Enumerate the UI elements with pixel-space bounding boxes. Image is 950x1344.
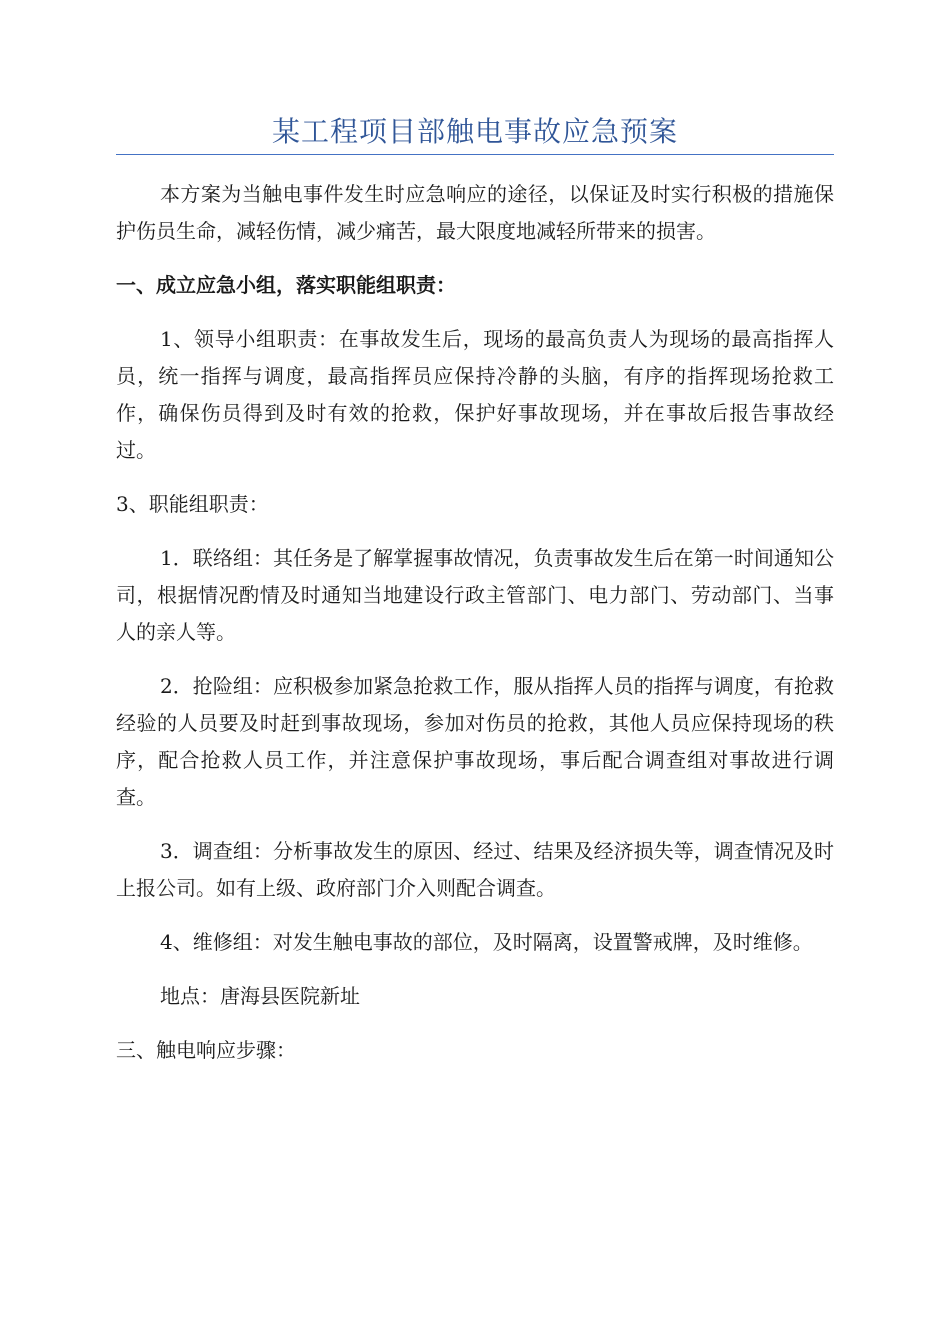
rescue-group-paragraph: 2．抢险组：应积极参加紧急抢救工作，服从指挥人员的指挥与调度，有抢救经验的人员要及时赶到事故现场，参加对伤员的抢救，其他人员应保持现场的秩序，配合抢救人员工作，并注意保护事故现场，事后配合调查组对事故进行调查。 [116, 674, 834, 809]
repair-group-paragraph: 4、维修组：对发生触电事故的部位，及时隔离，设置警戒牌，及时维修。 [160, 930, 813, 954]
intro-paragraph: 本方案为当触电事件发生时应急响应的途径，以保证及时实行积极的措施保护伤员生命，减轻伤情，减少痛苦，最大限度地减轻所带来的损害。 [116, 182, 834, 243]
investigation-group-paragraph: 3．调查组：分析事故发生的原因、经过、结果及经济损失等，调查情况及时上报公司。如有上级、政府部门介入则配合调查。 [116, 839, 834, 900]
liaison-group-paragraph: 1．联络组：其任务是了解掌握事故情况，负责事故发生后在第一时间通知公司，根据情况酌情及时通知当地建设行政主管部门、电力部门、劳动部门、当事人的亲人等。 [116, 546, 834, 644]
title-underline [116, 154, 834, 155]
section-heading-1: 一、成立应急小组，落实职能组职责： [116, 273, 456, 297]
leader-group-paragraph: 1、领导小组职责：在事故发生后，现场的最高负责人为现场的最高指挥人员，统一指挥与调度，最高指挥员应保持冷静的头脑，有序的指挥现场抢救工作，确保伤员得到及时有效的抢救，保护好事故现场，并在事故后报告事故经过。 [116, 327, 834, 462]
section-heading-3: 三、触电响应步骤： [116, 1038, 296, 1062]
section-label-3: 3、职能组职责： [116, 492, 269, 516]
document-body [116, 176, 834, 1086]
location-paragraph: 地点：唐海县医院新址 [160, 984, 360, 1008]
document-title: 某工程项目部触电事故应急预案 [271, 115, 678, 148]
